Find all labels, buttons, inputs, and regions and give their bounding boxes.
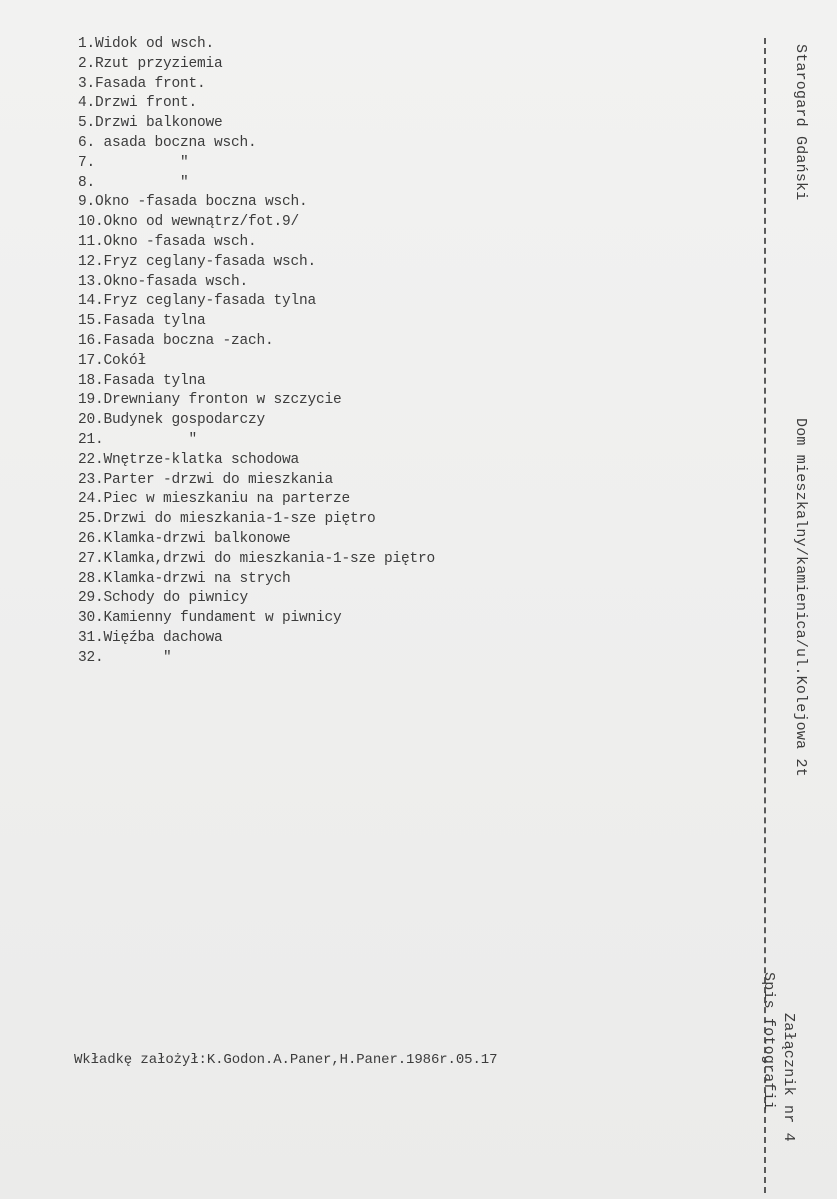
list-item: 16.Fasada boczna -zach.	[78, 332, 274, 349]
list-item: 13.Okno-fasada wsch.	[78, 273, 249, 290]
list-item: 32. "	[78, 649, 172, 666]
list-item: 25.Drzwi do mieszkania-1-sze piętro	[78, 511, 376, 528]
side-title-label: Dom mieszkalny/kamienica/ul.Kolejowa 2t	[792, 418, 809, 777]
list-item: 5.Drzwi balkonowe	[78, 115, 223, 132]
list-item: 9.Okno -fasada boczna wsch.	[78, 194, 308, 211]
list-item: 3.Fasada front.	[78, 75, 206, 92]
side-list-label: Spis fotografii	[760, 972, 777, 1111]
list-item: 27.Klamka,drzwi do mieszkania-1-sze piętro	[78, 550, 436, 567]
list-item: 26.Klamka-drzwi balkonowe	[78, 530, 291, 547]
list-item: 29.Schody do piwnicy	[78, 590, 249, 607]
list-item: 8. "	[78, 174, 189, 191]
list-item: 1.Widok od wsch.	[78, 36, 215, 52]
side-annex-label: Załącznik nr 4	[780, 1013, 797, 1142]
side-place-label: Starogard Gdański	[792, 44, 809, 201]
list-item: 2.Rzut przyziemia	[78, 55, 223, 72]
list-item: 24.Piec w mieszkaniu na parterze	[78, 491, 351, 508]
list-item: 31.Więźba dachowa	[78, 629, 223, 646]
list-item: 17.Cokół	[78, 352, 147, 369]
list-item: 30.Kamienny fundament w piwnicy	[78, 610, 342, 627]
list-item: 10.Okno od wewnątrz/fot.9/	[78, 214, 300, 231]
list-item: 15.Fasada tylna	[78, 313, 206, 330]
list-item: 19.Drewniany fronton w szczycie	[78, 392, 342, 409]
list-item: 22.Wnętrze-klatka schodowa	[78, 451, 300, 468]
photo-list	[78, 35, 435, 669]
list-item: 7. "	[78, 154, 189, 171]
author-note: Wkładkę założył:K.Godon.A.Paner,H.Paner.1986r.05.17	[74, 1052, 498, 1068]
list-item: 20.Budynek gospodarczy	[78, 412, 266, 429]
list-item: 4.Drzwi front.	[78, 95, 198, 112]
list-item: 11.Okno -fasada wsch.	[78, 233, 257, 250]
list-item: 18.Fasada tylna	[78, 372, 206, 389]
list-item: 23.Parter -drzwi do mieszkania	[78, 471, 334, 488]
list-item: 12.Fryz ceglany-fasada wsch.	[78, 253, 317, 270]
list-item: 6. asada boczna wsch.	[78, 134, 257, 151]
list-item: 28.Klamka-drzwi na strych	[78, 570, 291, 587]
list-item: 21. "	[78, 431, 198, 448]
list-item: 14.Fryz ceglany-fasada tylna	[78, 293, 317, 310]
